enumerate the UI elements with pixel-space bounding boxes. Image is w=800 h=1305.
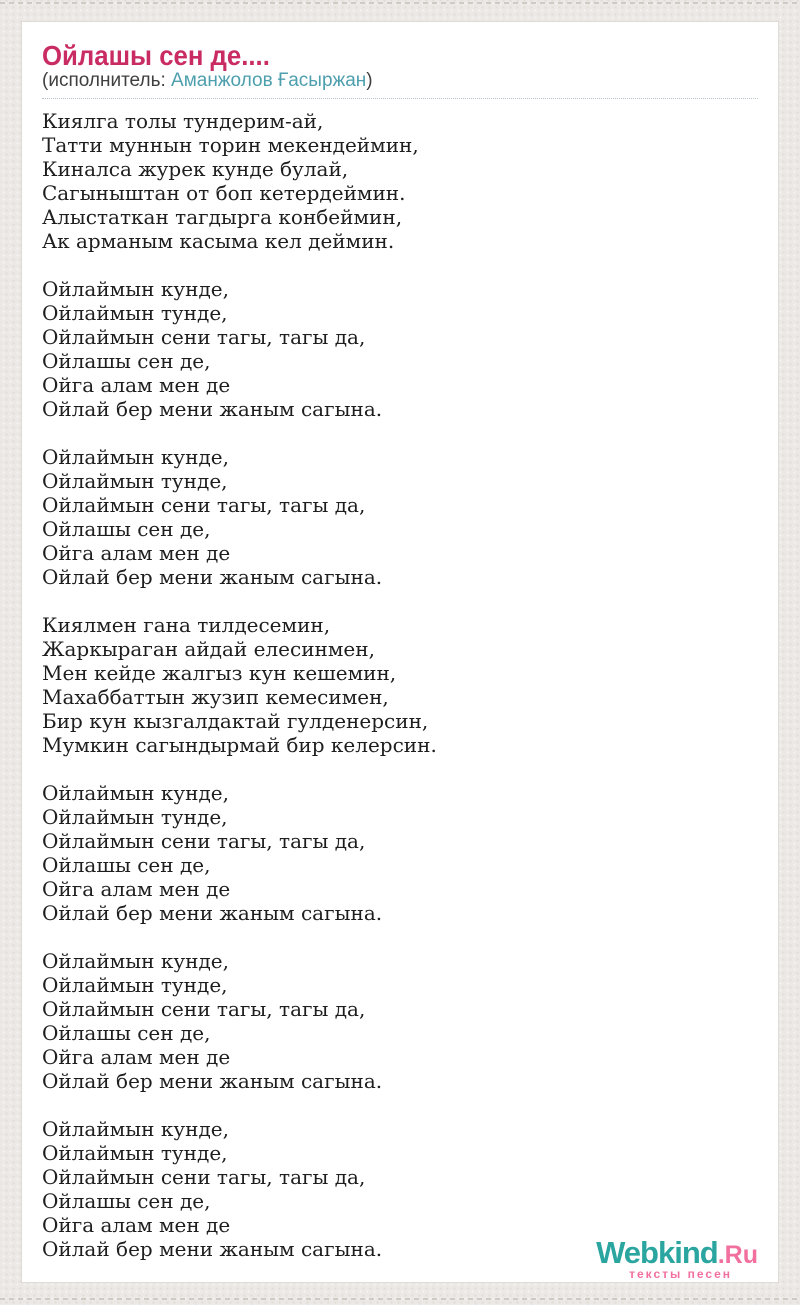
- logo-webkind-text: Webkind: [596, 1235, 718, 1270]
- lyrics-line: Ойлай бер мени жаным сагына.: [42, 1237, 383, 1261]
- lyrics-line: Ойлашы сен де,: [42, 517, 211, 541]
- lyrics-line: Алыстаткан тагдырга конбеймин,: [42, 205, 403, 229]
- lyrics: [42, 109, 758, 1261]
- content-card: [21, 21, 779, 1283]
- lyrics-stanza: [42, 949, 758, 1093]
- lyrics-line: Махаббаттын жузип кемесимен,: [42, 685, 389, 709]
- lyrics-line: Ойга алам мен де: [42, 541, 231, 565]
- webkind-logo[interactable]: [596, 1237, 758, 1280]
- lyrics-line: Ойлашы сен де,: [42, 1021, 211, 1045]
- lyrics-stanza: [42, 445, 758, 589]
- lyrics-line: Ойлаймын сени тагы, тагы да,: [42, 997, 366, 1021]
- lyrics-line: Ак арманым касыма кел деймин.: [42, 229, 395, 253]
- lyrics-line: Ойлашы сен де,: [42, 349, 211, 373]
- artist-line: [42, 71, 758, 99]
- lyrics-line: Ойлаймын сени тагы, тагы да,: [42, 1165, 366, 1189]
- lyrics-line: Ойлашы сен де,: [42, 1189, 211, 1213]
- lyrics-line: Мен кейде жалгыз кун кешемин,: [42, 661, 397, 685]
- lyrics-line: Ойлаймын тунде,: [42, 1141, 228, 1165]
- artist-suffix-label: ): [366, 70, 373, 91]
- lyrics-stanza: [42, 109, 758, 253]
- lyrics-line: Киналса журек кунде булай,: [42, 157, 349, 181]
- lyrics-stanza: [42, 613, 758, 757]
- logo-wordmark: [596, 1237, 758, 1268]
- logo-tagline: тексты песен: [629, 1267, 732, 1281]
- artist-link[interactable]: Аманжолов Ғасыржан: [171, 70, 367, 91]
- lyrics-line: Ойлаймын тунде,: [42, 805, 228, 829]
- lyrics-line: Киялга толы тундерим-ай,: [42, 109, 324, 133]
- lyrics-line: Ойлаймын тунде,: [42, 301, 228, 325]
- lyrics-line: Бир кун кызгалдактай гулденерсин,: [42, 709, 429, 733]
- background-stitch-bottom: [0, 1298, 800, 1300]
- lyrics-line: Ойлаймын кунде,: [42, 1117, 229, 1141]
- lyrics-line: Ойлаймын тунде,: [42, 973, 228, 997]
- page-title: Ойлашы сен де....: [42, 40, 270, 71]
- lyrics-line: Ойлаймын кунде,: [42, 277, 229, 301]
- lyrics-line: Ойга алам мен де: [42, 1213, 231, 1237]
- lyrics-line: Жаркыраган айдай елесинмен,: [42, 637, 375, 661]
- artist-prefix-label: (исполнитель:: [42, 70, 172, 91]
- lyrics-line: Ойлаймын кунде,: [42, 781, 229, 805]
- lyrics-line: Сагыныштан от боп кетердеймин.: [42, 181, 406, 205]
- lyrics-line: Ойлаймын тунде,: [42, 469, 228, 493]
- lyrics-line: Ойлай бер мени жаным сагына.: [42, 565, 383, 589]
- lyrics-line: Ойлаймын кунде,: [42, 949, 229, 973]
- lyrics-line: Ойлай бер мени жаным сагына.: [42, 397, 383, 421]
- lyrics-line: Ойлаймын сени тагы, тагы да,: [42, 325, 366, 349]
- lyrics-stanza: [42, 277, 758, 421]
- lyrics-line: Татти муннын торин мекендеймин,: [42, 133, 419, 157]
- lyrics-line: Ойлай бер мени жаным сагына.: [42, 1069, 383, 1093]
- lyrics-line: Ойлаймын сени тагы, тагы да,: [42, 493, 366, 517]
- lyrics-line: Ойга алам мен де: [42, 877, 231, 901]
- lyrics-line: Ойлаймын сени тагы, тагы да,: [42, 829, 366, 853]
- background-stitch-top: [0, 2, 800, 4]
- lyrics-line: Ойга алам мен де: [42, 1045, 231, 1069]
- logo-ru-text: .Ru: [717, 1241, 758, 1269]
- lyrics-line: Ойлашы сен де,: [42, 853, 211, 877]
- lyrics-line: Киялмен гана тилдесемин,: [42, 613, 331, 637]
- lyrics-line: Ойлай бер мени жаным сагына.: [42, 901, 383, 925]
- lyrics-line: Ойга алам мен де: [42, 373, 231, 397]
- lyrics-line: Мумкин сагындырмай бир келерсин.: [42, 733, 437, 757]
- lyrics-line: Ойлаймын кунде,: [42, 445, 229, 469]
- lyrics-stanza: [42, 781, 758, 925]
